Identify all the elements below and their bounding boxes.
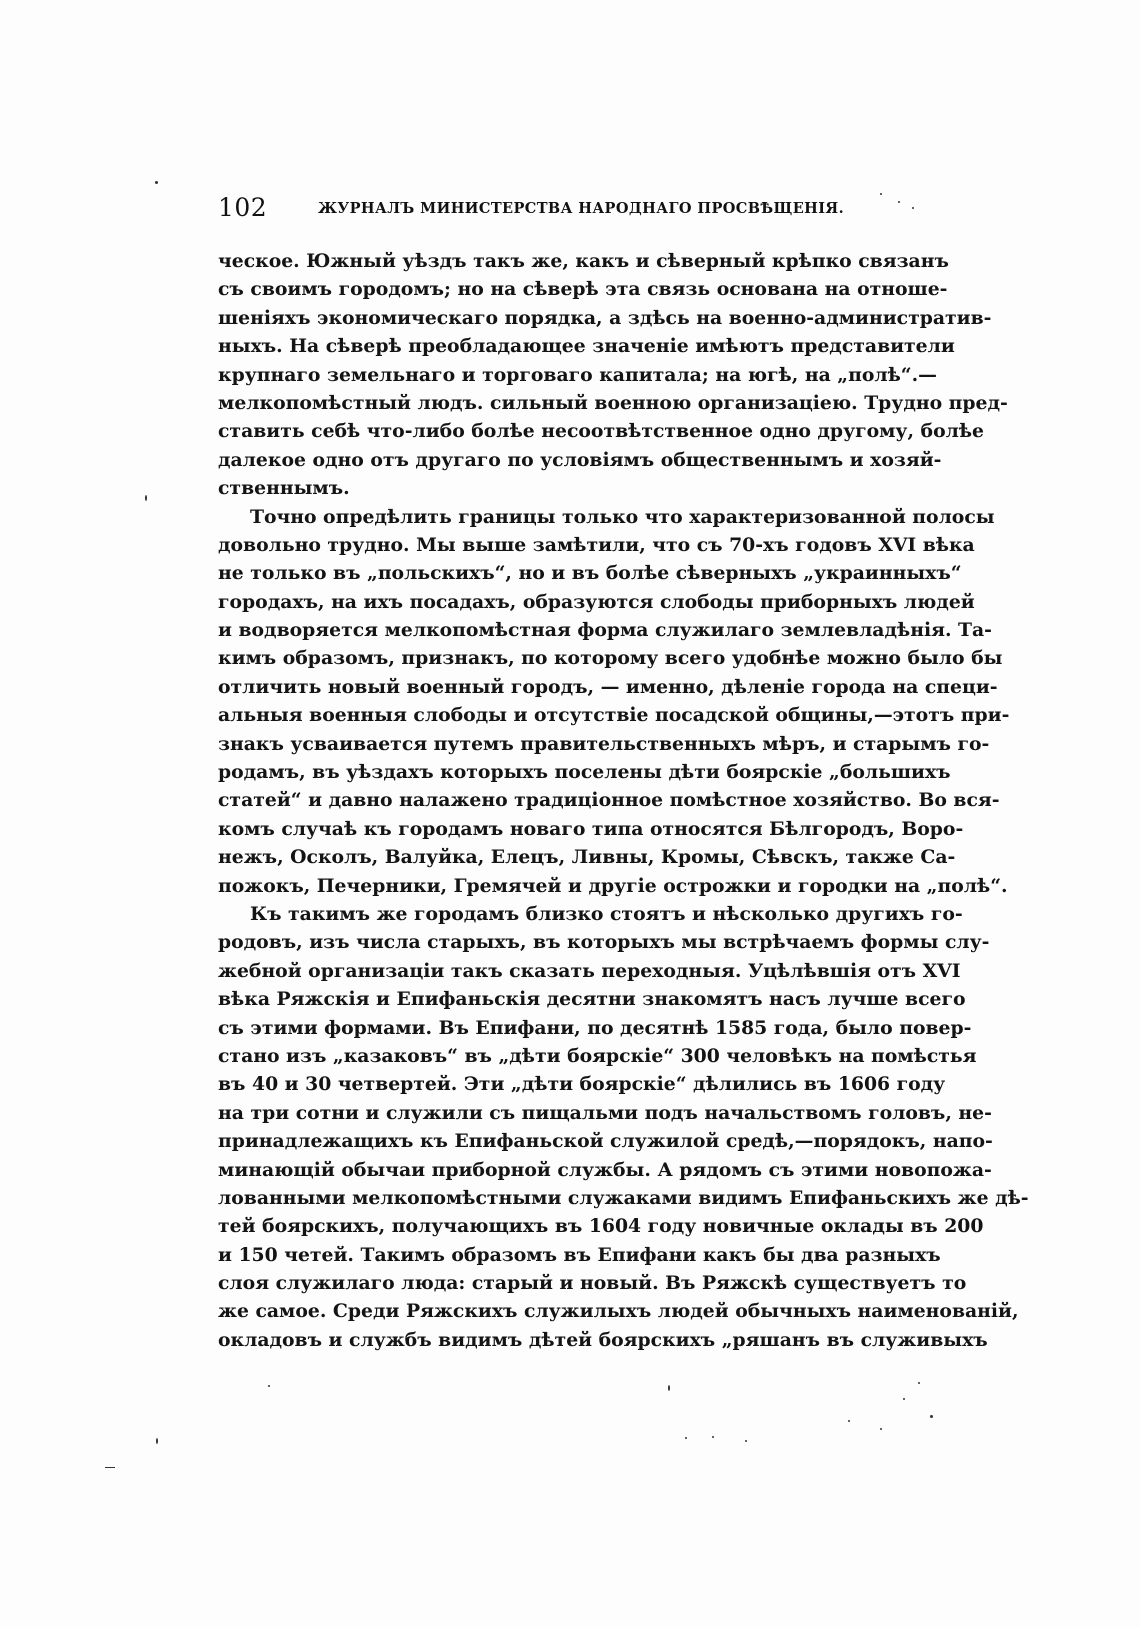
text-line: ственнымъ. bbox=[218, 477, 350, 500]
scan-speck bbox=[898, 201, 900, 203]
scan-speck bbox=[918, 1382, 920, 1384]
text-line: же самое. Среди Ряжскихъ служилыхъ людей обычныхъ наименованій, bbox=[218, 1300, 1019, 1323]
text-line: принадлежащихъ къ Епифаньской служилой средѣ,—порядокъ, напо- bbox=[218, 1130, 993, 1153]
text-line: мелкопомѣстный людъ. сильный военною организаціею. Трудно пред- bbox=[218, 391, 1008, 414]
text-line: Къ такимъ же городамъ близко стоятъ и нѣсколько другихъ го- bbox=[250, 902, 963, 925]
text-line: и водворяется мелкопомѣстная форма служилаго землевладѣнія. Та- bbox=[218, 619, 992, 642]
scan-speck bbox=[912, 207, 914, 209]
text-line: довольно трудно. Мы выше замѣтили, что съ 70-хъ годовъ XVI вѣка bbox=[218, 533, 975, 556]
text-line: крупнаго земельнаго и торговаго капитала; на югѣ, на „полѣ“.— bbox=[218, 363, 937, 386]
scan-speck bbox=[880, 1428, 882, 1430]
text-line: съ своимъ городомъ; но на сѣверѣ эта связь основана на отноше- bbox=[218, 278, 948, 301]
page-header bbox=[218, 193, 928, 233]
text-line: тей боярскихъ, получающихъ въ 1604 году новичные оклады въ 200 bbox=[218, 1215, 984, 1238]
scan-speck bbox=[745, 1440, 747, 1442]
text-line: шеніяхъ экономическаго порядка, а здѣсь на военно-административ- bbox=[218, 306, 992, 329]
text-line: минающій обычаи приборной службы. А рядомъ съ этими новопожа- bbox=[218, 1158, 992, 1181]
text-line: на три сотни и служили съ пищальми подъ начальствомъ головъ, не- bbox=[218, 1101, 992, 1124]
text-line: и 150 четей. Такимъ образомъ въ Епифани какъ бы два разныхъ bbox=[218, 1243, 941, 1266]
text-line: стано изъ „казаковъ“ въ „дѣти боярскіе“ 300 человѣкъ на помѣстья bbox=[218, 1044, 977, 1067]
scan-speck bbox=[668, 1385, 670, 1391]
text-line: ческое. Южный уѣздъ такъ же, какъ и сѣверный крѣпко связанъ bbox=[218, 250, 949, 272]
scan-speck bbox=[685, 1437, 687, 1439]
text-line: нежъ, Осколъ, Валуйка, Елецъ, Ливны, Кромы, Сѣвскъ, также Са- bbox=[218, 846, 956, 869]
text-line: пожокъ, Печерники, Гремячей и другіе острожки и городки на „полѣ“. bbox=[218, 874, 1008, 897]
text-line: не только въ „польскихъ“, но и въ болѣе сѣверныхъ „украинныхъ“ bbox=[218, 562, 962, 585]
text-line: родовъ, изъ числа старыхъ, въ которыхъ мы встрѣчаемъ формы слу- bbox=[218, 931, 990, 954]
scan-speck bbox=[880, 193, 882, 195]
text-line: жебной организаціи такъ сказать переходныя. Уцѣлѣвшія отъ XVI bbox=[218, 959, 961, 982]
scan-speck bbox=[930, 1415, 933, 1418]
text-line: Точно опредѣлить границы только что характеризованной полосы bbox=[250, 505, 995, 528]
text-line: городахъ, на ихъ посадахъ, образуются слободы приборныхъ людей bbox=[218, 590, 975, 613]
scan-speck bbox=[156, 1438, 158, 1444]
scan-speck bbox=[712, 1436, 714, 1438]
text-line: родамъ, въ уѣздахъ которыхъ поселены дѣти боярскіе „большихъ bbox=[218, 761, 951, 784]
text-line: вѣка Ряжскія и Епифаньскія десятни знакомятъ насъ лучше всего bbox=[218, 988, 966, 1011]
scan-speck bbox=[848, 1420, 850, 1422]
text-line: отличить новый военный городъ, — именно, дѣленіе города на специ- bbox=[218, 675, 998, 698]
text-line: знакъ усваивается путемъ правительственныхъ мѣръ, и старымъ го- bbox=[218, 732, 990, 755]
text-line: ставить себѣ что-либо болѣе несоотвѣтственное одно другому, болѣе bbox=[218, 420, 984, 443]
text-line: комъ случаѣ къ городамъ новаго типа относятся Бѣлгородъ, Воро- bbox=[218, 817, 964, 840]
text-line: окладовъ и службъ видимъ дѣтей боярскихъ „ряшанъ въ служивыхъ bbox=[218, 1328, 988, 1351]
text-line: ныхъ. На сѣверѣ преобладающее значеніе имѣютъ представители bbox=[218, 335, 955, 358]
scan-speck bbox=[903, 1398, 905, 1400]
text-line: слоя служилаго люда: старый и новый. Въ Ряжскѣ существуетъ то bbox=[218, 1272, 967, 1295]
text-line: кимъ образомъ, признакъ, по которому всего удобнѣе можно было бы bbox=[218, 647, 1003, 670]
body-text bbox=[218, 247, 1029, 1354]
text-line: лованными мелкопомѣстными служаками видимъ Епифаньскихъ же дѣ- bbox=[218, 1186, 1029, 1209]
scan-speck bbox=[145, 495, 147, 501]
text-line: альныя военныя слободы и отсутствіе посадской общины,—этотъ при- bbox=[218, 704, 1010, 727]
text-line: въ 40 и 30 четвертей. Эти „дѣти боярскіе“ дѣлились въ 1606 году bbox=[218, 1073, 946, 1096]
text-line: съ этими формами. Въ Епифани, по десятнѣ 1585 года, было повер- bbox=[218, 1016, 972, 1039]
scan-speck bbox=[155, 181, 158, 184]
running-head: ЖУРНАЛЪ МИНИСТЕРСТВА НАРОДНАГО ПРОСВѢЩЕНІЯ. bbox=[318, 200, 845, 217]
scan-speck bbox=[268, 1385, 270, 1387]
text-line: далекое одно отъ другаго по условіямъ общественнымъ и хозяй- bbox=[218, 448, 942, 471]
text-line: статей“ и давно налажено традиціонное помѣстное хозяйство. Во вся- bbox=[218, 789, 1000, 812]
scan-speck bbox=[105, 1467, 115, 1468]
page-number: 102 bbox=[218, 193, 268, 222]
